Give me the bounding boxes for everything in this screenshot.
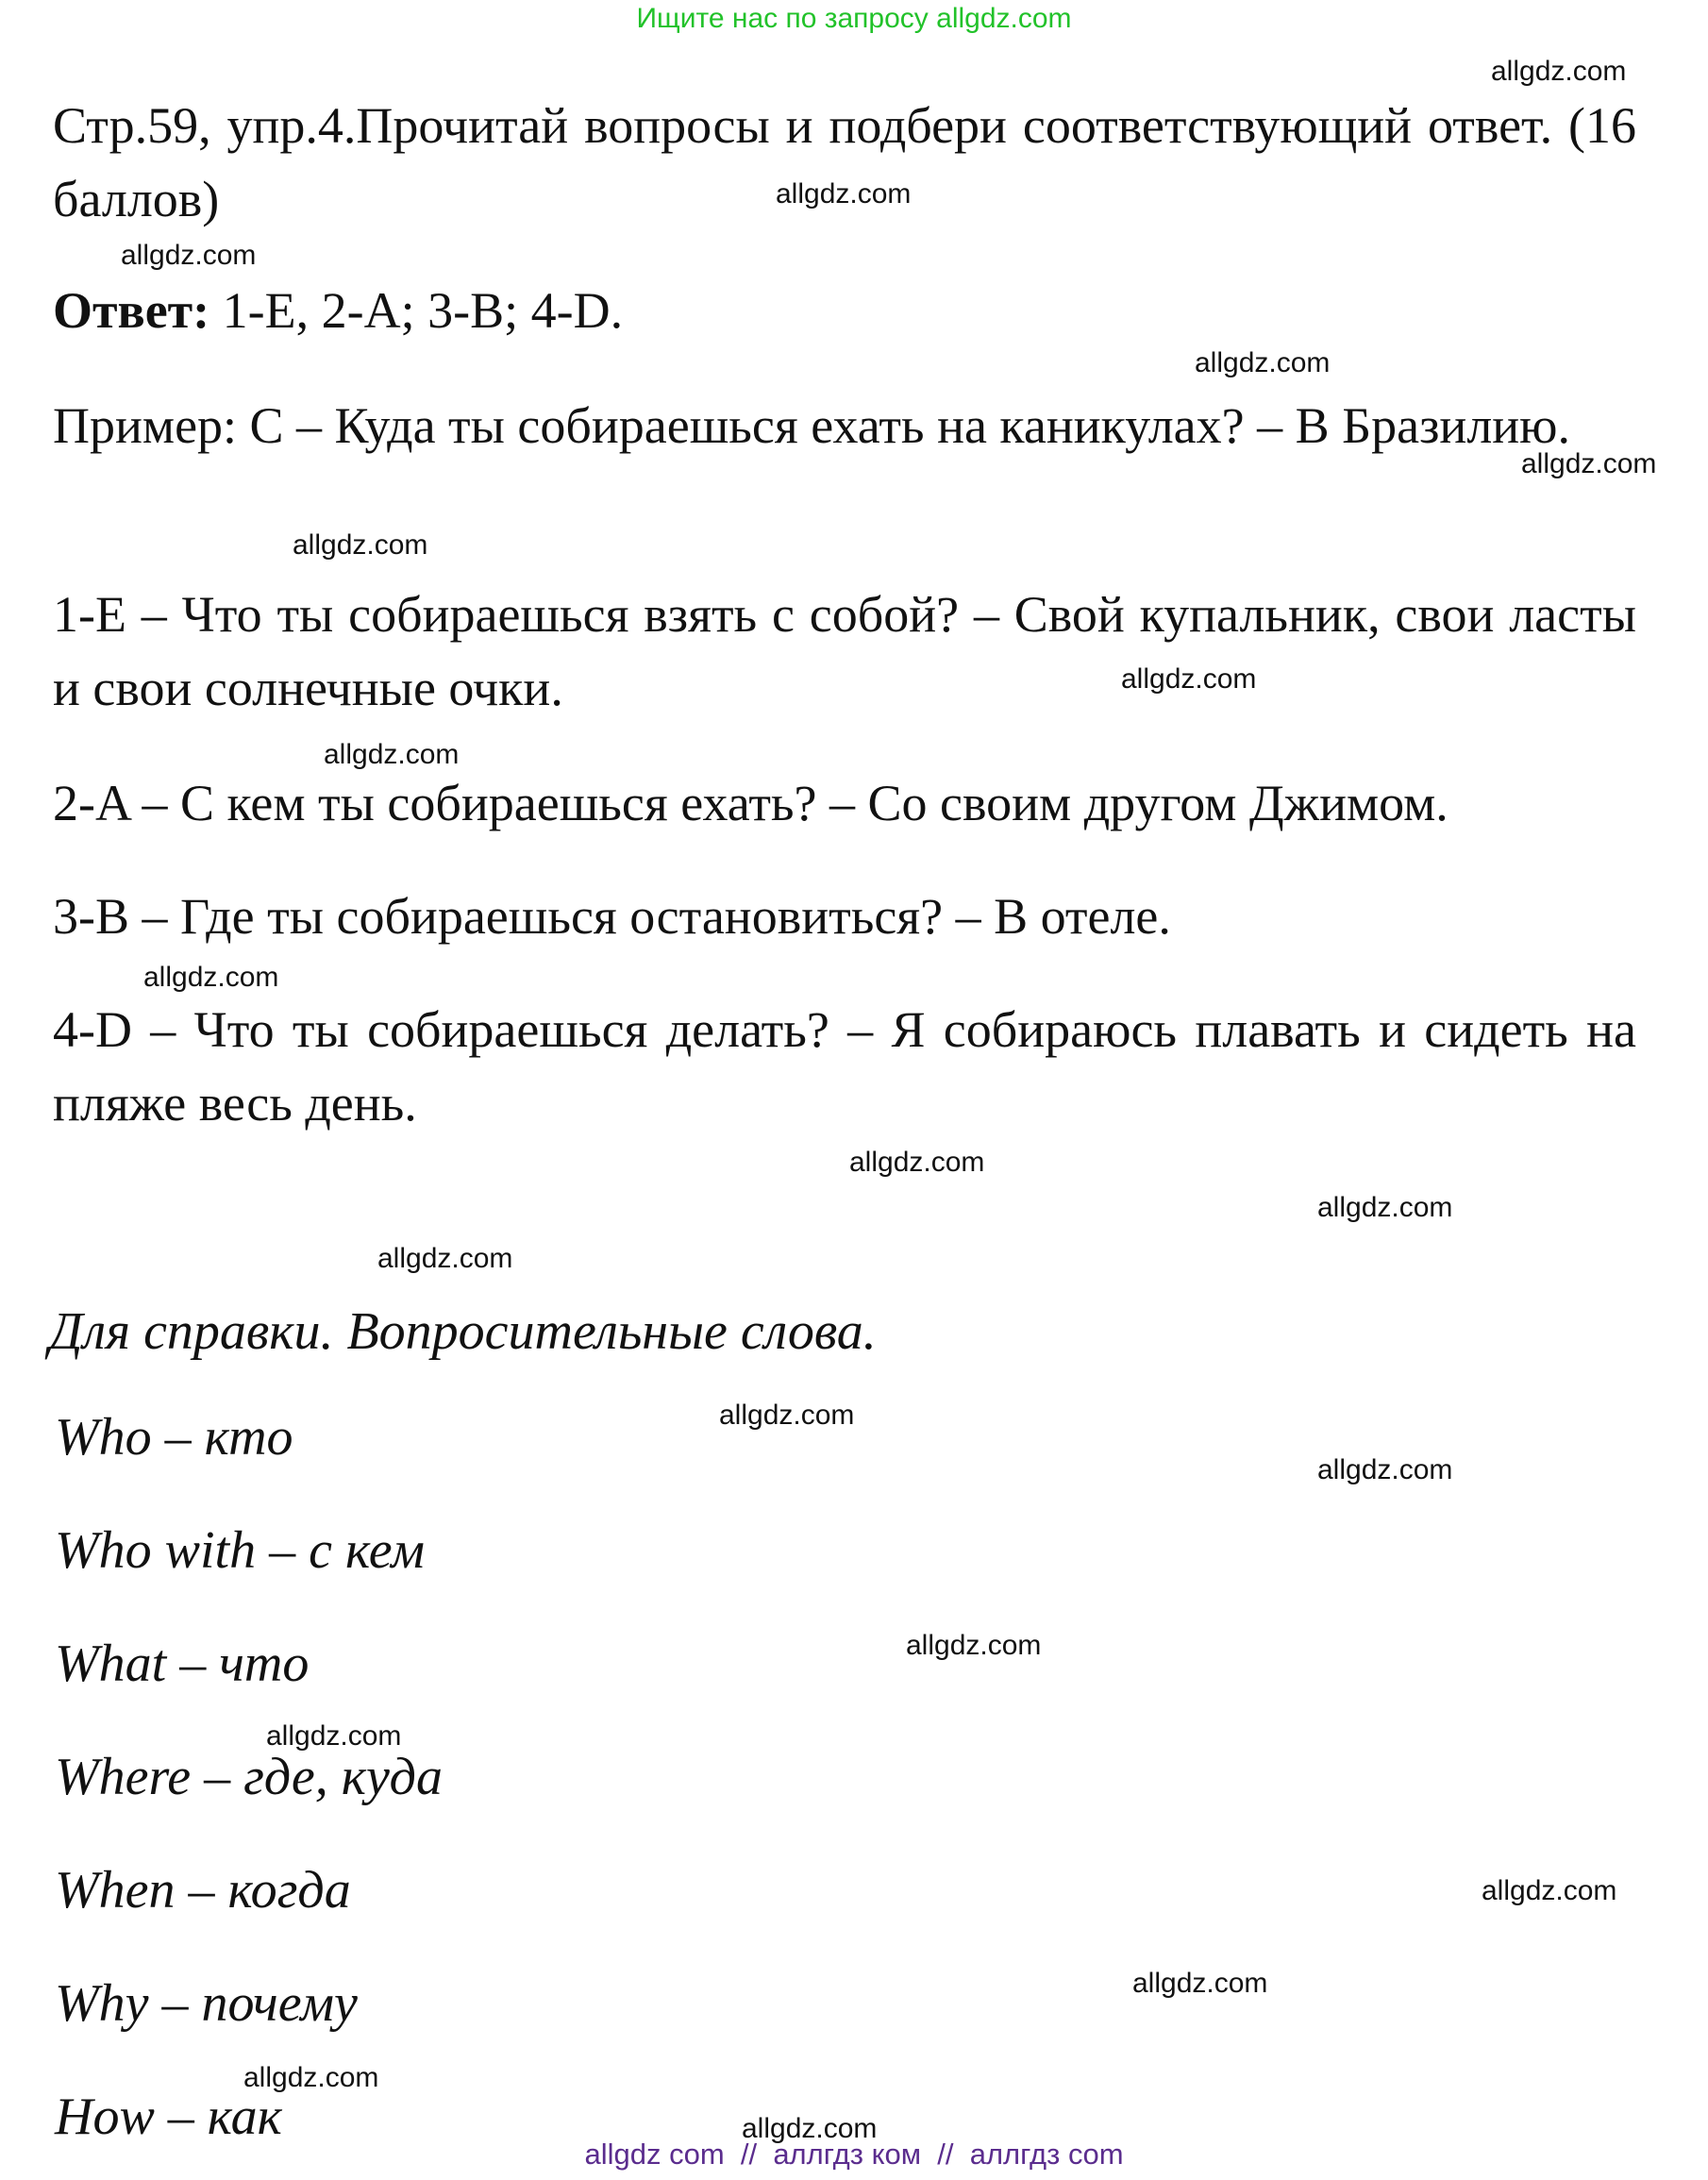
- task-heading: Стр.59, упр.4.Прочитай вопросы и подбери соответствующий ответ. (16 баллов): [53, 97, 1636, 227]
- watermark: allgdz.com: [293, 529, 428, 561]
- watermark: allgdz.com: [1521, 448, 1657, 479]
- watermark: allgdz.com: [742, 2113, 878, 2144]
- example-line: Пример: C – Куда ты собираешься ехать на каникулах? – В Бразилию.: [53, 397, 1571, 454]
- answer-item-3: 3-B – Где ты собираешься остановиться? – В отеле.: [53, 888, 1171, 945]
- watermark: allgdz.com: [266, 1720, 402, 1752]
- vocab-who-with: Who with – с кем: [55, 1521, 425, 1580]
- answer-label: Ответ:: [53, 282, 210, 339]
- vocab-why: Why – почему: [55, 1974, 358, 2033]
- watermark: allgdz.com: [377, 1243, 513, 1274]
- watermark: allgdz.com: [1317, 1192, 1453, 1223]
- watermark: allgdz.com: [324, 739, 460, 770]
- watermark: allgdz.com: [1482, 1875, 1617, 1906]
- vocab-when: When – когда: [55, 1861, 351, 1920]
- reference-title: Для справки. Вопросительные слова.: [49, 1302, 877, 1361]
- watermark: allgdz.com: [1121, 663, 1257, 695]
- answer-value: 1-E, 2-A; 3-B; 4-D.: [209, 282, 624, 339]
- answer-item-4: 4-D – Что ты собираешься делать? – Я собираюсь плавать и сидеть на пляже весь день.: [53, 1001, 1636, 1132]
- watermark: allgdz.com: [1195, 347, 1331, 378]
- watermark: allgdz.com: [719, 1400, 855, 1431]
- vocab-what: What – что: [55, 1635, 310, 1693]
- watermark: allgdz.com: [849, 1147, 985, 1178]
- watermark: allgdz.com: [121, 240, 257, 271]
- watermark: allgdz.com: [243, 2062, 379, 2093]
- answer-line: [53, 274, 1636, 347]
- watermark: allgdz.com: [906, 1630, 1042, 1661]
- answer-item-1: 1-E – Что ты собираешься взять с собой? – Свой купальник, свои ласты и свои солнечные очки.: [53, 586, 1636, 716]
- answer-item-2: 2-A – С кем ты собираешься ехать? – Со своим другом Джимом.: [53, 775, 1448, 831]
- vocab-how: How – как: [55, 2088, 282, 2146]
- watermark: allgdz.com: [1491, 56, 1627, 87]
- watermark: allgdz.com: [1317, 1454, 1453, 1485]
- bottom-banner[interactable]: allgdz com // аллгдз ком // аллгдз com: [584, 2138, 1124, 2171]
- vocab-who: Who – кто: [55, 1408, 293, 1467]
- top-banner[interactable]: Ищите нас по запросу allgdz.com: [636, 3, 1072, 34]
- watermark: allgdz.com: [143, 962, 279, 993]
- vocab-where: Where – где, куда: [55, 1748, 444, 1806]
- watermark: allgdz.com: [1132, 1968, 1268, 1999]
- watermark: allgdz.com: [776, 178, 912, 210]
